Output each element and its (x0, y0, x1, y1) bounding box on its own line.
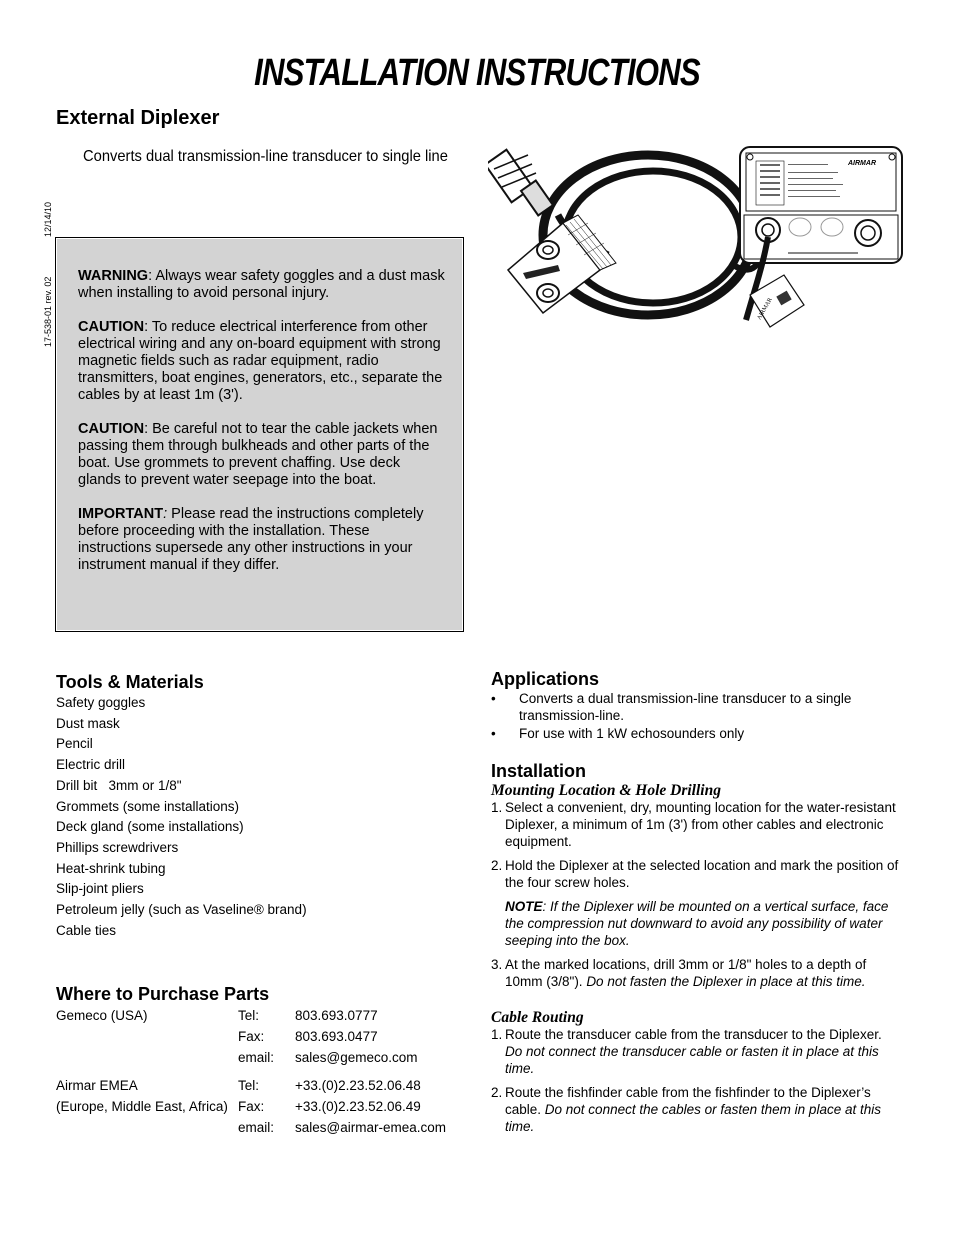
bullet-glyph: • (491, 691, 496, 706)
caution-label-1: CAUTION (78, 319, 145, 335)
gemeco-email[interactable]: sales@gemeco.com (295, 1050, 418, 1065)
application-item (491, 690, 901, 724)
gemeco-tel: 803.693.0777 (295, 1008, 378, 1023)
tool-item: Grommets (some installations) (56, 798, 240, 814)
application-text: Converts a dual transmission-line transducer to a single transmission-line. (519, 691, 852, 723)
routing-heading: Cable Routing (491, 1009, 584, 1026)
important-text: Please read the instructions completely before proceeding with the installation. These instructions supersede any other instructions in your instrument manual if they differ. (78, 506, 424, 573)
tool-item: Pencil (56, 736, 93, 752)
important-label: IMPORTANT (78, 506, 164, 522)
note-text: : If the Diplexer will be mounted on a vertical surface, face the compression nut downward to avoid any possibility of water seeping into the box. (505, 899, 889, 948)
tool-item: Slip-joint pliers (56, 881, 144, 897)
diplexer-illustration (488, 145, 908, 335)
tool-item: Deck gland (some installations) (56, 819, 244, 835)
grommet-card (508, 215, 616, 313)
step-number: 2. (491, 858, 503, 873)
product-title: External Diplexer (56, 107, 220, 129)
gemeco-email-label: email: (238, 1050, 275, 1065)
emea-fax-label: Fax: (238, 1099, 265, 1114)
tool-item: Electric drill (56, 757, 126, 773)
emea-tel: +33.(0)2.23.52.06.48 (295, 1078, 421, 1093)
step-number: 2. (491, 1085, 503, 1100)
mounting-step-3 (491, 956, 901, 990)
emea-tel-label: Tel: (238, 1078, 260, 1093)
caution-paragraph-1 (78, 319, 446, 404)
caution-text-1: : To reduce electrical interference from other electrical wiring and any on-board equipment with strong magnetic fields such as radar equipment, radio transmitters, boat engines, generators, etc., separate the cables by at least 1m (3'). (78, 319, 443, 403)
caution-text-2: : Be careful not to tear the cable jackets when passing them through bulkheads and other parts of the boat. Use grommets to prevent chaffing. Use deck glands to prevent water seepage into the boat. (78, 421, 438, 488)
emea-name: Airmar EMEA (56, 1078, 138, 1093)
gemeco-fax-label: Fax: (238, 1029, 265, 1044)
purchase-heading: Where to Purchase Parts (56, 984, 270, 1004)
page-title: INSTALLATION INSTRUCTIONS (254, 52, 700, 94)
emea-fax: +33.(0)2.23.52.06.49 (295, 1099, 421, 1114)
tool-item: Safety goggles (56, 695, 146, 710)
product-tagline: Converts dual transmission-line transducer to single line (83, 148, 448, 165)
step-warning: Do not connect the transducer cable or fasten it in place at this time. (505, 1044, 879, 1076)
connector-plug (488, 150, 553, 216)
step-text: Select a convenient, dry, mounting location for the water-resistant Diplexer, a minimum of 1m (3') from other cables and electronic equipment. (505, 800, 896, 849)
caution-paragraph-2 (78, 421, 446, 489)
tool-item: Dust mask (56, 715, 120, 731)
warning-label: WARNING (78, 268, 149, 284)
tag-brand: AIRMAR (756, 297, 774, 321)
note-label: NOTE (505, 899, 543, 914)
application-text: For use with 1 kW echosounders only (519, 726, 745, 741)
tool-item: Drill bit 3mm or 1/8" (56, 777, 182, 793)
important-paragraph (78, 506, 446, 574)
tool-item: Cable ties (56, 922, 117, 938)
mounting-note (505, 898, 900, 949)
emea-email-label: email: (238, 1120, 275, 1135)
tool-item: Petroleum jelly (such as Vaseline® brand) (56, 902, 307, 918)
step-text: At the marked locations, drill 3mm or 1/8" holes to a depth of 10mm (3/8"). (505, 957, 867, 989)
gemeco-tel-label: Tel: (238, 1008, 260, 1023)
step-text: Hold the Diplexer at the selected location and mark the position of the four screw holes. (505, 858, 899, 890)
revision-date: 12/14/10 (43, 201, 53, 237)
step-text: Route the fishfinder cable from the fishfinder to the Diplexer’s cable. (505, 1085, 871, 1117)
warning-box (55, 237, 464, 632)
routing-step-1 (491, 1026, 901, 1077)
tools-list (56, 693, 307, 941)
step-warning: Do not connect the cables or fasten them in place at this time. (505, 1102, 881, 1134)
tool-item: Heat-shrink tubing (56, 860, 166, 876)
step-number: 1. (491, 800, 503, 815)
caution-label-2: CAUTION (78, 421, 145, 437)
bullet-glyph: • (491, 726, 496, 741)
tool-item: Phillips screwdrivers (56, 839, 179, 855)
step-text: Route the transducer cable from the transducer to the Diplexer. (505, 1027, 882, 1042)
box-brand: AIRMAR (848, 160, 876, 167)
important-colon: : (163, 506, 168, 522)
step-number: 1. (491, 1027, 503, 1042)
step-warning: Do not fasten the Diplexer in place at this time. (586, 974, 866, 989)
installation-heading: Installation (491, 761, 587, 781)
step-number: 3. (491, 957, 503, 972)
routing-step-2 (491, 1084, 901, 1135)
mounting-step-2 (491, 857, 901, 891)
application-item (491, 725, 901, 742)
warning-paragraph (78, 268, 446, 302)
mounting-heading: Mounting Location & Hole Drilling (491, 782, 721, 799)
gemeco-name: Gemeco (USA) (56, 1008, 148, 1023)
part-number: 17-538-01 rev. 02 (43, 276, 53, 347)
tools-heading: Tools & Materials (56, 672, 204, 692)
warning-text: : Always wear safety goggles and a dust mask when installing to avoid personal injury. (78, 268, 445, 301)
gemeco-fax: 803.693.0477 (295, 1029, 378, 1044)
emea-region: (Europe, Middle East, Africa) (56, 1099, 228, 1114)
mounting-step-1 (491, 799, 901, 850)
emea-email[interactable]: sales@airmar-emea.com (295, 1120, 446, 1135)
applications-heading: Applications (491, 669, 600, 689)
